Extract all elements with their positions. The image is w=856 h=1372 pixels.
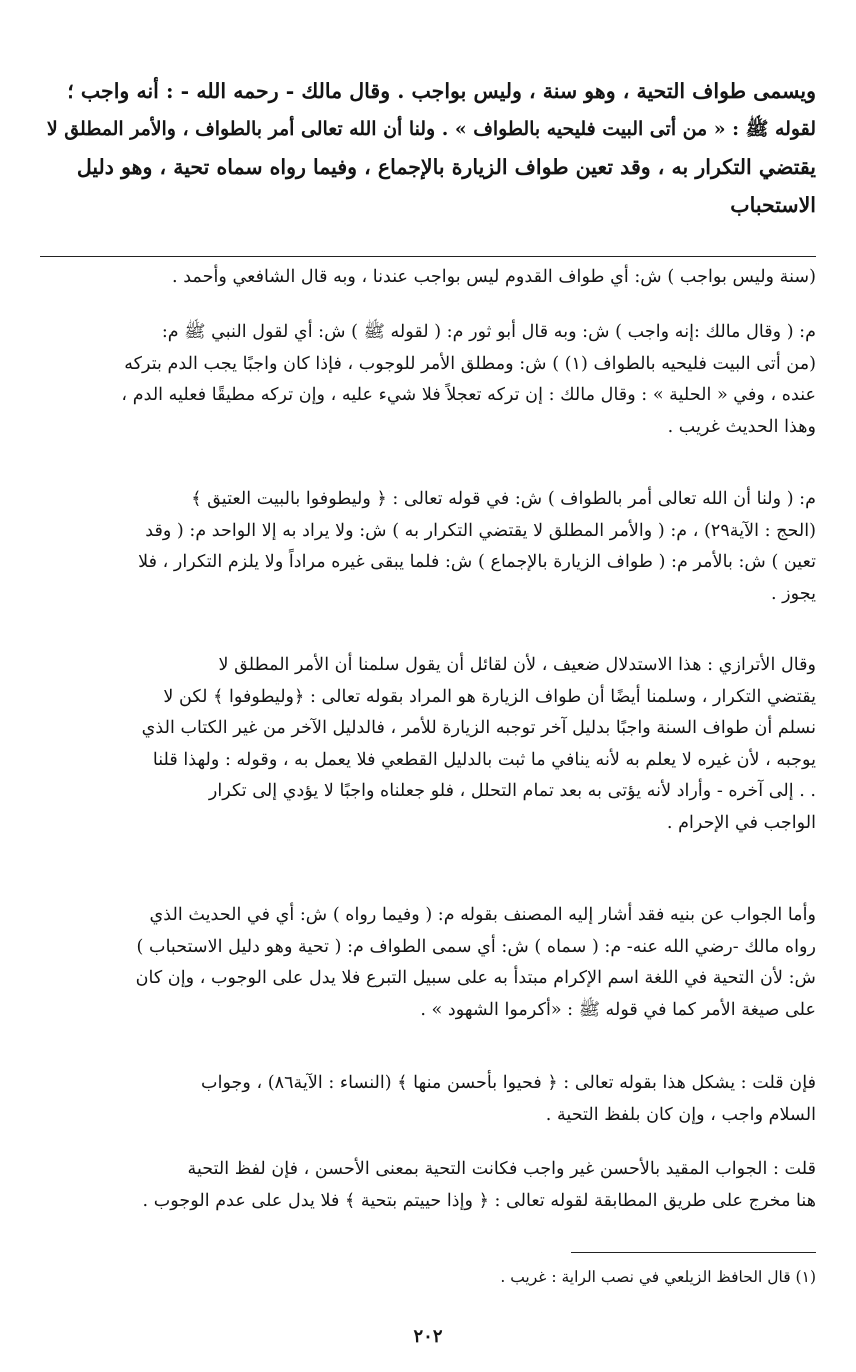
commentary-line: على صيغة الأمر كما في قوله ﷺ : «أكرموا الشهود » . — [420, 999, 816, 1020]
commentary-line: ش: لأن التحية في اللغة اسم الإكرام مبتدأ به على سبيل التبرع فلا يدل على الوجوب ، وإن كان — [135, 968, 816, 988]
matn-text — [40, 72, 816, 224]
commentary-line: وهذا الحديث غريب . — [667, 416, 816, 437]
commentary-line: . . إلى آخره - وأراد لأنه يؤتى به بعد تمام التحلل ، فلو جعلناه واجبًا لا يؤدي إلى تكرار — [208, 781, 816, 801]
commentary-line: (من أتى البيت فليحيه بالطواف (١) ) ش: ومطلق الأمر للوجوب ، فإذا كان واجبًا يجب الدم بتركه — [124, 353, 816, 374]
commentary-line: م: ( وقال مالك :إنه واجب ) ش: وبه قال أبو ثور م: ( لقوله ﷺ ) ش: أي لقول النبي ﷺ م: — [161, 322, 816, 342]
commentary-paragraph — [40, 1068, 816, 1131]
commentary-line: الواجب في الإحرام . — [666, 812, 816, 833]
matn-line: الاستحباب — [730, 193, 816, 217]
page-number: ٢٠٢ — [413, 1326, 443, 1347]
commentary-paragraph — [40, 484, 816, 610]
matn-line: ويسمى طواف التحية ، وهو سنة ، وليس بواجب . وقال مالك - رحمه الله - : أنه واجب ؛ — [67, 79, 816, 103]
footnote: (١) قال الحافظ الزيلعي في نصب الراية : غريب . — [500, 1268, 816, 1286]
commentary-line: يوجبه ، لأن غيره لا يعلم به لأنه ينافي ما ثبت بالدليل القطعي فلا يعمل به ، وقوله : ولهذا قلنا — [152, 749, 816, 770]
commentary-line: هنا مخرج على طريق المطابقة لقوله تعالى : ﴿ وإذا حييتم بتحية ﴾ فلا يدل على عدم الوجوب . — [142, 1190, 816, 1211]
commentary-paragraph — [40, 317, 816, 443]
commentary-line: (الحج : الآية٢٩) ، م: ( والأمر المطلق لا يقتضي التكرار به ) ش: ولا يراد به إلا الواحد م: ( وقد — [145, 520, 816, 541]
commentary-line: وأما الجواب عن بنيه فقد أشار إليه المصنف بقوله م: ( وفيما رواه ) ش: أي في الحديث الذي — [149, 905, 816, 925]
matn-line: لقوله ﷺ : « من أتى البيت فليحيه بالطواف » . ولنا أن الله تعالى أمر بالطواف ، والأمر المطلق لا — [46, 118, 816, 140]
commentary-line: نسلم أن طواف السنة واجبًا بدليل آخر توجبه الزيارة للأمر ، فالدليل الآخر من غير الكتاب الذي — [141, 718, 816, 738]
footnote-divider — [571, 1252, 816, 1253]
commentary-paragraph — [40, 900, 816, 1026]
section-divider — [40, 256, 816, 257]
commentary-line: يجوز . — [770, 583, 816, 604]
commentary-line: رواه مالك -رضي الله عنه- م: ( سماه ) ش: أي سمى الطواف م: ( تحية وهو دليل الاستحباب ) — [136, 936, 816, 957]
commentary-line: قلت : الجواب المقيد بالأحسن غير واجب فكانت التحية بمعنى الأحسن ، فإن لفظ التحية — [187, 1159, 816, 1179]
commentary-line: السلام واجب ، وإن كان بلفظ التحية . — [545, 1104, 816, 1125]
commentary-line: وقال الأترازي : هذا الاستدلال ضعيف ، لأن لقائل أن يقول سلمنا أن الأمر المطلق لا — [218, 655, 816, 675]
commentary-line: م: ( ولنا أن الله تعالى أمر بالطواف ) ش: في قوله تعالى : ﴿ وليطوفوا بالبيت العتيق ﴾ — [191, 489, 816, 509]
commentary-paragraph — [40, 650, 816, 839]
commentary-paragraph — [40, 1154, 816, 1217]
commentary-paragraph — [40, 262, 816, 294]
commentary-line: (سنة وليس بواجب ) ش: أي طواف القدوم ليس بواجب عندنا ، وبه قال الشافعي وأحمد . — [172, 267, 816, 287]
matn-line: يقتضي التكرار به ، وقد تعين طواف الزيارة بالإجماع ، وفيما رواه سماه تحية ، وهو دليل — [76, 155, 816, 179]
commentary-line: يقتضي التكرار ، وسلمنا أيضًا أن طواف الزيارة هو المراد بقوله تعالى : ﴿وليطوفوا ﴾ لكن لا — [163, 686, 816, 707]
commentary-line: عنده ، وفي « الحلية » : وقال مالك : إن تركه تعجلاً فلا شيء عليه ، وإن تركه مطيقًا فعليه الدم ، — [121, 385, 816, 405]
commentary-line: فإن قلت : يشكل هذا بقوله تعالى : ﴿ فحيوا بأحسن منها ﴾ (النساء : الآية٨٦) ، وجواب — [201, 1073, 816, 1093]
commentary-line: تعين ) ش: بالأمر م: ( طواف الزيارة بالإجماع ) ش: فلما يبقى غيره مراداً ولا يلزم التكرار ، فلا — [138, 552, 816, 572]
